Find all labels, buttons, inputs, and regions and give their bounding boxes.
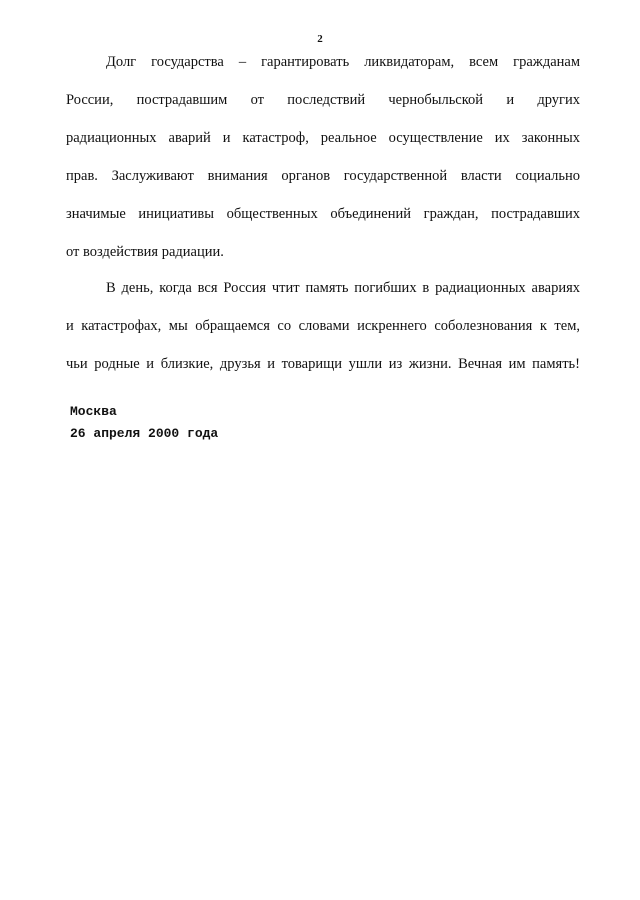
paragraph-1-line: Долг государства – гарантировать ликвидаторам, всем гражданам: [106, 54, 580, 70]
signature-date: 26 апреля 2000 года: [70, 426, 219, 441]
paragraph-2-line: чьи родные и близкие, друзья и товарищи ушли из жизни. Вечная им память!: [66, 356, 580, 372]
page-number: 2: [317, 33, 323, 45]
paragraph-2-line: и катастрофах, мы обращаемся со словами искреннего соболезнования к тем,: [66, 318, 580, 334]
paragraph-1-line: значимые инициативы общественных объединений граждан, пострадавших: [66, 206, 580, 222]
paragraph-1-line: прав. Заслуживают внимания органов государственной власти социально: [66, 168, 580, 184]
paragraph-2-line: В день, когда вся Россия чтит память погибших в радиационных авариях: [106, 280, 580, 296]
paragraph-1-line: радиационных аварий и катастроф, реальное осуществление их законных: [66, 130, 580, 146]
paragraph-1-line: России, пострадавшим от последствий чернобыльской и других: [66, 92, 580, 108]
paragraph-1-line: от воздействия радиации.: [66, 244, 224, 260]
signature-place: Москва: [70, 404, 117, 419]
